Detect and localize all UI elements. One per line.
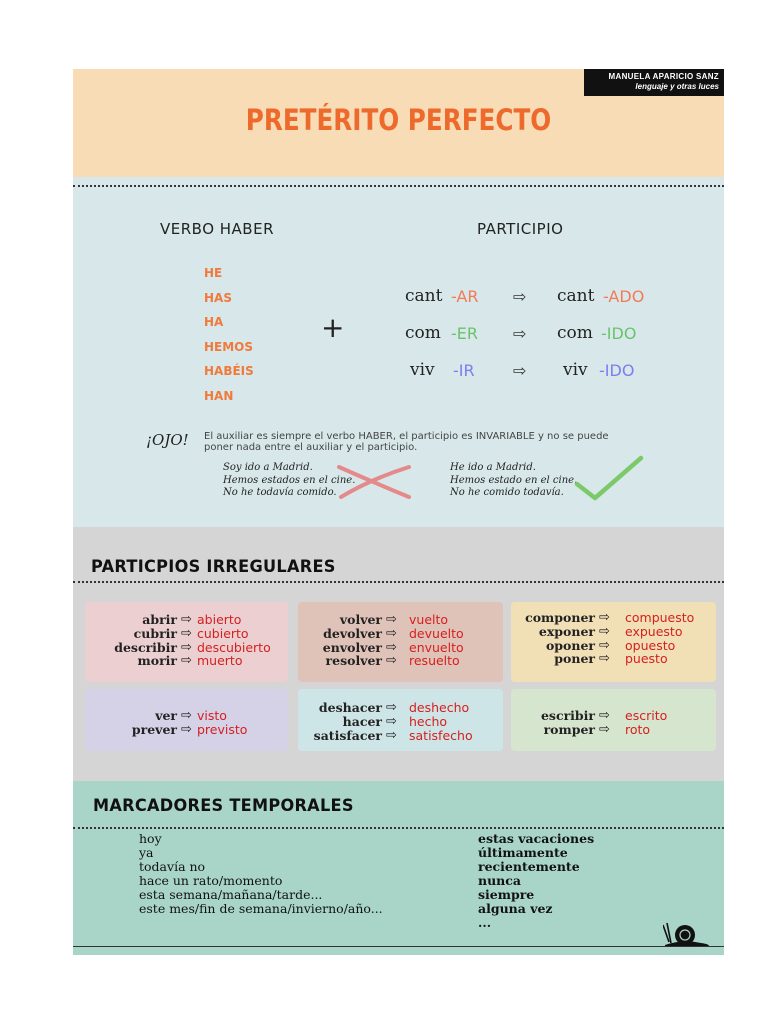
wrong-example: Soy ido a Madrid. [223,462,313,473]
participle: expuesto [625,623,683,639]
infinitive-ending: -ER [451,324,478,343]
right-example: No he comido todavía. [450,487,564,498]
infinitive: romper [543,721,595,737]
result-stem: viv [563,360,588,380]
participle: compuesto [625,610,695,625]
verbo-haber-header: VERBO HABER [160,220,274,238]
markers-right-list [478,832,594,930]
infinitive: morir [137,653,177,669]
participle-ending: -ADO [603,287,645,306]
arrow-icon: ⇨ [599,610,610,625]
arrow-icon: ⇨ [386,700,397,715]
arrow-list [386,701,397,742]
arrow-list [599,611,610,666]
author-subtitle: lenguaje y otras luces [635,82,719,91]
irregular-group [298,689,503,751]
marker-item: hace un rato/momento [139,873,283,888]
irregular-group [511,602,716,682]
infinitive: oponer [545,637,595,653]
page-title: PRETÉRITO PERFECTO [245,103,552,137]
participle-list [197,613,271,668]
marker-item: recientemente [478,859,580,874]
haber-forms-list [204,261,254,409]
cross-icon [335,461,415,501]
infinitive: volver [339,612,382,627]
participle: opuesto [625,637,676,653]
participle: escrito [625,708,668,723]
participle-ending: -IDO [601,324,637,343]
ojo-label: ¡OJO! [146,431,189,449]
markers-title: MARCADORES TEMPORALES [93,796,354,816]
arrow-list [599,709,610,737]
haber-form: HA [204,315,224,330]
haber-form: HABÉIS [204,364,254,379]
marker-item: hoy [139,831,162,846]
arrow-icon: ⇨ [599,708,610,723]
haber-form: HAN [204,388,234,403]
arrow-icon: ⇨ [599,721,610,737]
participle: previsto [197,721,248,737]
infinitive: escribir [540,708,595,723]
arrow-icon: ⇨ [386,713,397,729]
marker-item: ya [139,845,154,860]
marker-item: alguna vez [478,901,553,916]
snail-icon [663,917,711,947]
participle: descubierto [197,639,271,655]
participle-list [409,701,473,742]
infinitive: abrir [142,612,177,627]
arrow-icon: ⇨ [181,708,192,723]
participle: hecho [409,713,448,729]
marker-item: nunca [478,873,521,888]
verb-list [132,709,177,737]
arrow-icon: ⇨ [513,324,527,343]
arrow-icon: ⇨ [599,651,610,667]
plus-sign: + [321,311,345,344]
infinitive: describir [114,639,177,655]
arrow-icon: ⇨ [386,625,397,641]
haber-form: HEMOS [204,339,254,354]
infinitive-ending: -IR [453,361,475,380]
haber-form: HAS [204,290,232,305]
right-example: He ido a Madrid. [450,462,536,473]
infographic-sheet [73,69,724,955]
arrow-list [181,613,192,668]
arrow-icon: ⇨ [386,612,397,627]
participle-list [197,709,247,737]
infinitive: componer [525,610,595,625]
participle-list [409,613,464,668]
participle: roto [625,721,651,737]
participle: resuelto [409,653,460,669]
infinitive: ver [155,708,177,723]
author-credit [584,69,724,96]
result-stem: com [557,323,593,343]
irregular-group [511,689,716,751]
dotted-divider [73,827,724,829]
verb-list [541,709,595,737]
irregular-group [85,689,288,751]
arrow-icon: ⇨ [181,612,192,627]
marker-item: estas vacaciones [478,831,595,846]
participle: abierto [197,612,242,627]
arrow-icon: ⇨ [513,287,527,306]
participle-ending: -IDO [599,361,635,380]
verb-stem: com [405,323,441,343]
participle: vuelto [409,612,449,627]
marker-item: siempre [478,887,535,902]
haber-form: HE [204,266,223,280]
wrong-example: No he todavía comido. [223,487,337,498]
infinitive: prever [131,721,177,737]
dotted-divider [73,185,724,187]
infinitive: poner [554,651,595,667]
dotted-divider [73,581,724,583]
author-name: MANUELA APARICIO SANZ [608,72,719,81]
arrow-icon: ⇨ [181,653,192,669]
irregular-title: PARTICPIOS IRREGULARES [91,557,336,577]
infinitive: deshacer [318,700,382,715]
right-example: Hemos estado en el cine. [450,474,578,486]
infinitive: envolver [322,639,382,655]
bottom-rule [73,946,724,947]
arrow-icon: ⇨ [386,653,397,669]
participle: visto [197,708,227,723]
infinitive: hacer [342,713,382,729]
verb-stem: viv [410,360,435,380]
participio-header: PARTICIPIO [477,220,564,238]
verb-list [114,613,177,668]
infinitive: resolver [325,653,382,669]
infinitive-ending: -AR [451,287,479,306]
participle: muerto [197,653,243,669]
arrow-list [181,709,192,737]
wrong-example: Hemos estados en el cine. [223,474,356,486]
participle-row [403,286,723,316]
participle-row [403,360,723,390]
participle: deshecho [409,700,470,715]
participle-list [625,611,694,666]
marker-item: todavía no [139,859,206,874]
arrow-list [386,613,397,668]
infinitive: satisfacer [313,727,382,743]
arrow-icon: ⇨ [181,625,192,641]
participle-list [625,709,667,737]
participle: puesto [625,651,668,667]
arrow-icon: ⇨ [181,721,192,737]
participle: cubierto [197,625,249,641]
participle-row [403,323,723,353]
note-text: El auxiliar es siempre el verbo HABER, el participio es INVARIABLE y no se puede poner nada entre el auxiliar y el participio. [204,431,609,453]
arrow-icon: ⇨ [386,727,397,743]
arrow-icon: ⇨ [599,637,610,653]
arrow-icon: ⇨ [386,639,397,655]
right-examples [450,462,577,500]
participle: satisfecho [409,727,473,743]
participle: devuelto [409,625,464,641]
irregular-group [298,602,503,682]
infinitive: cubrir [133,625,177,641]
irregular-group [85,602,288,682]
result-stem: cant [557,286,595,306]
marker-item: ... [478,915,492,930]
infinitive: devolver [323,625,382,641]
marker-item: últimamente [478,845,568,860]
verb-list [323,613,382,668]
verb-list [525,611,595,666]
markers-left-list [139,832,383,916]
check-icon [573,454,645,502]
verb-list [314,701,382,742]
verb-stem: cant [405,286,443,306]
infinitive: exponer [538,623,595,639]
arrow-icon: ⇨ [181,639,192,655]
arrow-icon: ⇨ [599,623,610,639]
marker-item: esta semana/mañana/tarde... [139,887,323,902]
participle: envuelto [409,639,464,655]
arrow-icon: ⇨ [513,361,527,380]
marker-item: este mes/fin de semana/invierno/año... [139,901,383,916]
